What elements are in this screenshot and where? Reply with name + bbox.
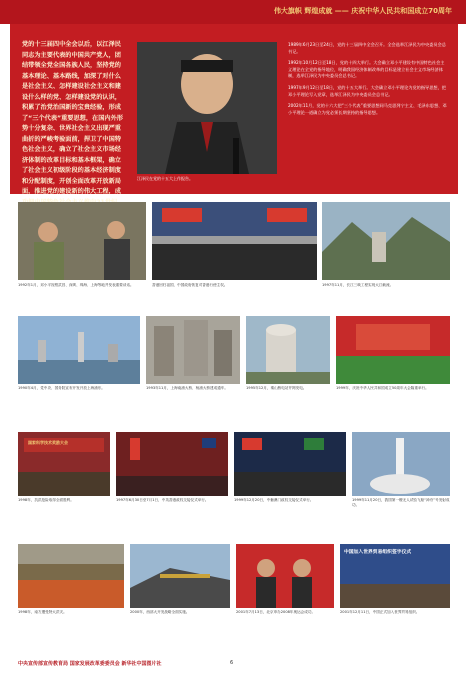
photo-bridges [146,316,240,384]
timeline [288,42,448,121]
photo-caption: 1999年12月20日，中葡澳门政权交接仪式举行。 [234,498,314,502]
photo-three-gorges [322,202,450,280]
photo-national-day [336,316,450,384]
photo-caption: 1995年12月，秦山核电站并网发电。 [246,386,307,390]
intro-text: 党的十三届四中全会以后，以江泽民同志为主要代表的中国共产党人，团结带领全党全国各族人民，坚持党的基本理论、基本路线，加深了对什么是社会主义、怎样建设社会主义和建设什么样的党、怎样建设党的认识，积累了治党治国新的宝贵经验，形成了“三个代表”重要思想，在国内外形势十分复杂、世界社会主义出现严重曲折的严峻考验面前，捍卫了中国特色社会主义，确立了社会主义市场经济体制的改革目标和基本框架，确立了社会主义初级阶段的基本经济制度和分配制度，开创全面改革开放新局面，推进党的建设新的伟大工程，成 [22,41,123,195]
photo-shenzhou-launch [352,432,450,496]
photo-nuclear-plant [246,316,330,384]
timeline-entry: 2002年11月，党的十六大把“三个代表”重要思想同马克思列宁主义、毛泽东思想、邓小平理论一道确立为党必须长期坚持的指导思想。 [288,103,447,115]
photo-hk-handover [116,432,228,496]
photo-hongkong-ceremony [152,202,317,280]
timeline-entry: 1989年6月23日至24日，党的十三届四中全会召开。全会选举江泽民为中央委员会总书记。 [288,42,446,54]
photo-flood [18,544,124,608]
photo-caption: 2000年，西部大开发战略全面实施。 [130,610,190,614]
photo-caption: 1990年4月，党中央、国务院宣布开发开放上海浦东。 [18,386,105,390]
photo-caption: 香港回归祖国，中国政府恢复对香港行使主权。 [152,283,228,287]
photo-caption: 1999年，庆祝中华人民共和国成立50周年大会隆重举行。 [336,386,429,390]
wto-banner: 中国加入世界贸易组织签字仪式 [344,550,412,555]
photo-caption: 1997年6月30日至7月1日，中英香港政权交接仪式举行。 [116,498,209,502]
photo-caption: 1993年11月，上海南浦大桥、杨浦大桥建成通车。 [146,386,228,390]
photo-caption: 1992年1月，邓小平视察武昌、深圳、珠海、上海等地并发表重要谈话。 [18,283,134,287]
portrait-caption: 江泽民在党的十五大上作报告。 [137,176,193,181]
photo-macau-handover [234,432,346,496]
page-number: 6 [230,660,234,666]
hall-banner: 国家科学技术奖励大会 [28,440,68,445]
photo-olympic-bid [236,544,334,608]
photo-caption: 1998年，南方遭受特大洪灾。 [18,610,67,614]
photo-caption: 2001年7月13日，北京申办2008年奥运会成功。 [236,610,316,614]
photo-deng-visit [18,202,146,280]
photo-caption: 1998年，抗洪抢险取得全面胜利。 [18,498,74,502]
timeline-entry: 1997年9月12日至18日，党的十五大举行。大会确立邓小平理论为党的指导思想，把邓小平理论写入党章，选举江泽民为中央委员会总书记。 [288,84,446,97]
portrait-photo [137,42,277,174]
photo-caption: 1997年11月，长江三峡工程实现大江截流。 [322,283,394,287]
photo-pudong [18,316,140,384]
header-title: 伟大旗帜 辉煌成就 —— 庆祝中华人民共和国成立70周年 [273,7,452,15]
photo-caption: 2001年12月11日，中国正式加入世界贸易组织。 [340,610,420,614]
footer-text: 中央宣传部宣传教育局 国家发展改革委委员会 新华社中国图片社 [18,661,162,667]
photo-west-development [130,544,230,608]
timeline-entry: 1992年10月12日至18日，党的十四大举行。大会确立邓小平建设有中国特色社会主义理论在全党的指导地位，明确我国经济体制改革的目标是建立社会主义市场经济体制，选举江泽民为中央委员会总书记。 [288,60,445,79]
photo-caption: 1999年11月20日，我国第一艘无人试验飞船“神舟”号发射成功。 [352,498,450,507]
